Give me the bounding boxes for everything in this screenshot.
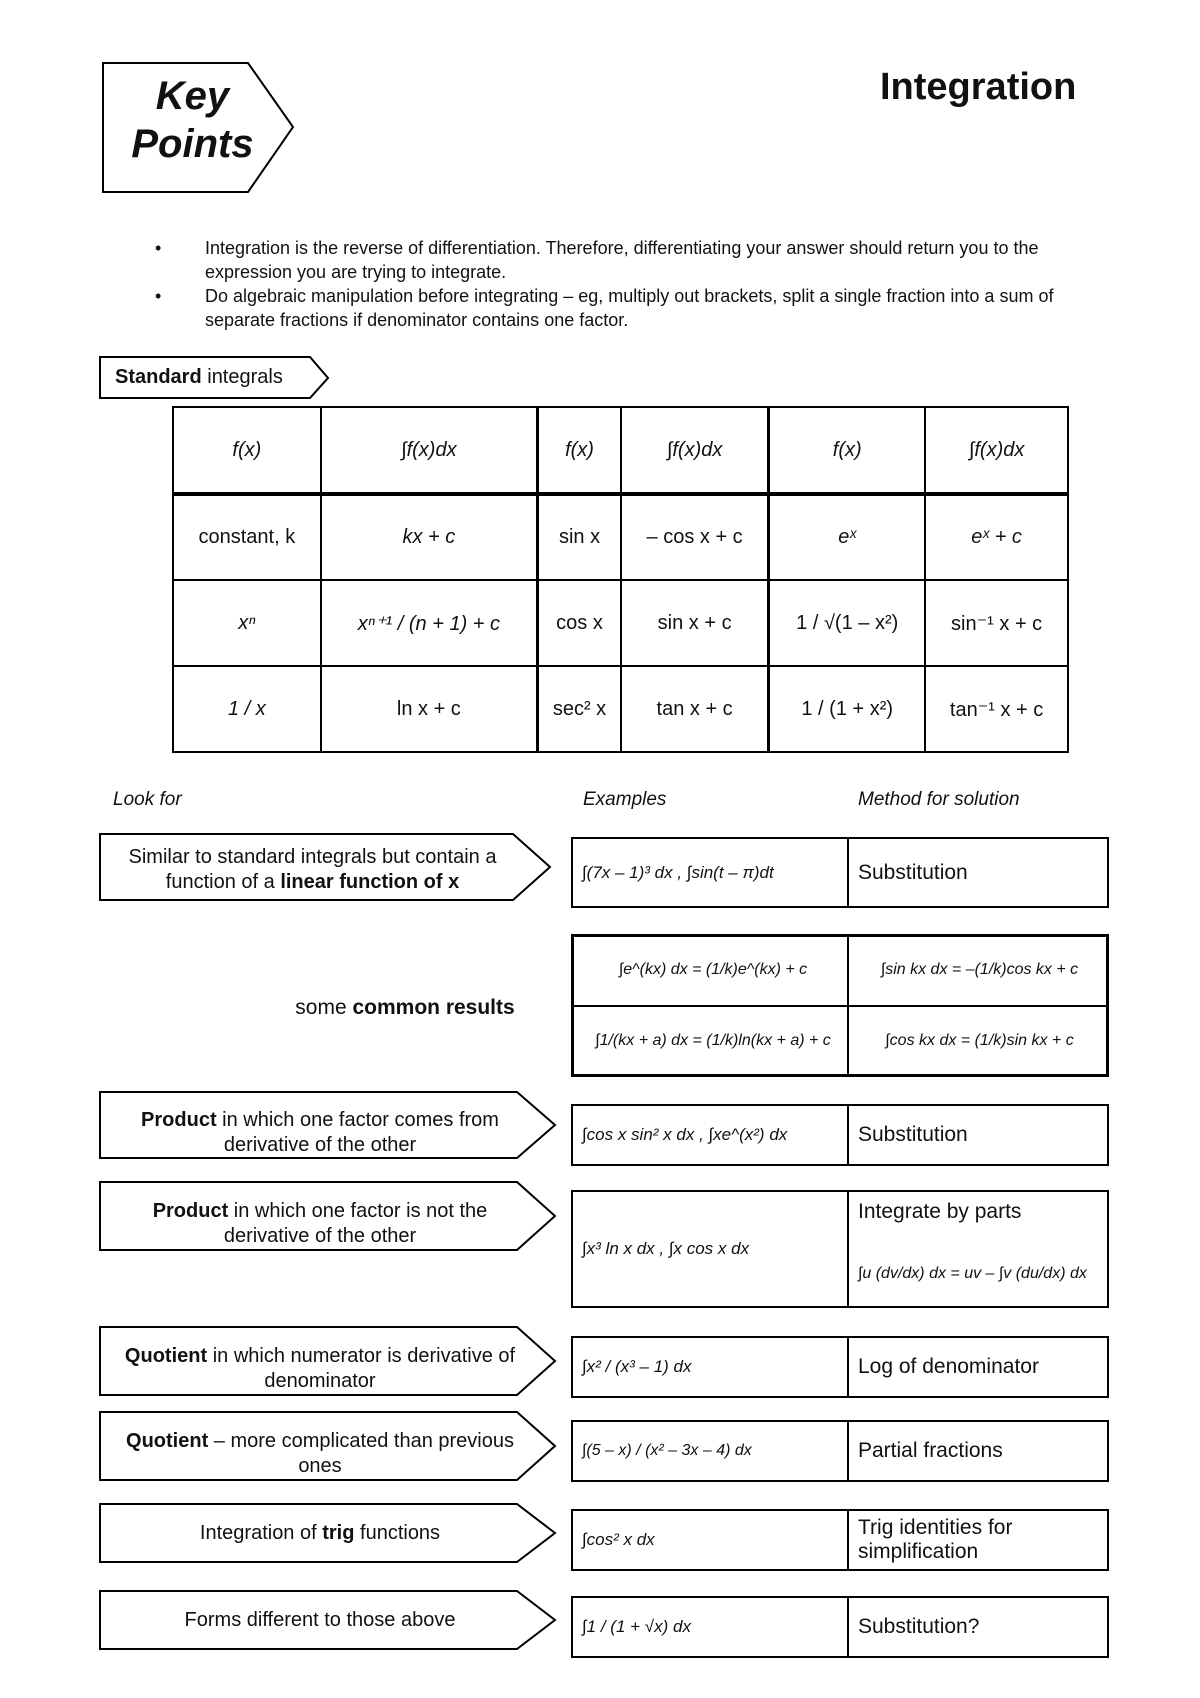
bullet-dot: •: [155, 286, 162, 306]
common-result: ∫1/(kx + a) dx = (1/k)ln(kx + a) + c: [595, 1032, 831, 1049]
table-header-cell: f(x): [537, 407, 621, 494]
table-cell: sin x + c: [621, 580, 769, 666]
row-divider: [847, 837, 849, 908]
column-header-examples: Examples: [583, 789, 667, 810]
key-points-badge: [110, 72, 275, 168]
table-header-cell: ∫f(x)dx: [621, 407, 769, 494]
example-cell: ∫cos x sin² x dx , ∫xe^(x²) dx: [582, 1125, 788, 1144]
key-points-line1: Key: [155, 74, 230, 118]
table-cell: – cos x + c: [621, 494, 769, 580]
standard-integrals-table: [172, 406, 1069, 753]
look-for-product-parts: Product in which one factor is not the derivative of the other: [152, 1200, 488, 1247]
look-for-other-forms: Forms different to those above: [184, 1609, 456, 1631]
table-row: [173, 666, 1068, 752]
common-result: ∫sin kx dx = –(1/k)cos kx + c: [880, 961, 1079, 978]
example-cell: ∫(7x – 1)³ dx , ∫sin(t – π)dt: [582, 862, 774, 882]
table-header-cell: ∫f(x)dx: [321, 407, 538, 494]
table-cell: tan⁻¹ x + c: [925, 666, 1068, 752]
method-cell: Substitution?: [858, 1615, 980, 1638]
table-cell: sin⁻¹ x + c: [925, 580, 1068, 666]
method-cell: Trig identities for simplification: [858, 1516, 1013, 1563]
table-cell: constant, k: [173, 494, 321, 580]
bullet-item: [155, 284, 1095, 332]
table-cell: xⁿ: [173, 580, 321, 666]
table-cell: ln x + c: [321, 666, 538, 752]
table-cell: 1 / (1 + x²): [769, 666, 926, 752]
look-for-trig: Integration of trig functions: [199, 1522, 441, 1544]
example-cell: ∫cos² x dx: [582, 1530, 655, 1549]
table-cell: cos x: [537, 580, 621, 666]
look-for-common-results: some common results: [295, 996, 515, 1019]
bullet-list: [155, 236, 1095, 332]
table-cell: kx + c: [321, 494, 538, 580]
method-cell: Partial fractions: [858, 1439, 1003, 1462]
example-cell: ∫(5 – x) / (x² – 3x – 4) dx: [582, 1442, 752, 1459]
parts-formula: ∫u (dv/dx) dx = uv – ∫v (du/dx) dx: [858, 1265, 1087, 1282]
table-header-cell: ∫f(x)dx: [925, 407, 1068, 494]
row-divider: [847, 1509, 849, 1571]
common-result: ∫cos kx dx = (1/k)sin kx + c: [885, 1032, 1074, 1049]
table-header-cell: f(x): [769, 407, 926, 494]
look-for-product-derivative: Product in which one factor comes from derivative of the other: [141, 1109, 499, 1156]
table-header-cell: f(x): [173, 407, 321, 494]
table-cell: sin x: [537, 494, 621, 580]
row-divider: [847, 1190, 849, 1308]
row-divider: [847, 1420, 849, 1482]
page-title: Integration: [880, 66, 1077, 108]
method-cell: Substitution: [858, 860, 968, 884]
example-cell: ∫1 / (1 + √x) dx: [582, 1617, 691, 1636]
table-cell: xⁿ⁺¹ / (n + 1) + c: [321, 580, 538, 666]
example-cell: ∫x³ ln x dx , ∫x cos x dx: [582, 1239, 750, 1258]
row-divider: [847, 1104, 849, 1166]
table-cell: 1 / √(1 – x²): [769, 580, 926, 666]
method-cell: Integrate by parts: [858, 1200, 1022, 1223]
table-row: [173, 407, 1068, 494]
table-row: [173, 580, 1068, 666]
key-points-line2: Points: [131, 122, 254, 166]
bullet-item: [155, 236, 1095, 284]
table-cell: sec² x: [537, 666, 621, 752]
table-cell: tan x + c: [621, 666, 769, 752]
column-header-method: Method for solution: [858, 789, 1020, 810]
standard-integrals-label: Standard integrals: [115, 366, 283, 388]
bullet-text: Integration is the reverse of differentiation. Therefore, differentiating your answer should return you to the expression you are trying to integrate.: [205, 238, 1039, 282]
row-divider: [847, 1336, 849, 1398]
method-cell: Log of denominator: [858, 1355, 1039, 1378]
bullet-dot: •: [155, 238, 162, 258]
look-for-quotient-complicated: Quotient – more complicated than previous ones: [126, 1430, 514, 1477]
bullet-text: Do algebraic manipulation before integrating – eg, multiply out brackets, split a single fraction into a sum of separate fractions if denominator contains one factor.: [205, 286, 1054, 330]
example-cell: ∫x² / (x³ – 1) dx: [582, 1357, 692, 1376]
common-result: ∫e^(kx) dx = (1/k)e^(kx) + c: [618, 961, 808, 978]
column-header-look-for: Look for: [113, 789, 182, 810]
row-divider: [847, 1596, 849, 1658]
table-cell: 1 / x: [173, 666, 321, 752]
look-for-quotient-log: Quotient in which numerator is derivative of denominator: [124, 1345, 516, 1392]
table-row: [173, 494, 1068, 580]
method-cell: Substitution: [858, 1123, 968, 1146]
look-for-linear: Similar to standard integrals but contain a function of a linear function of x: [128, 846, 497, 893]
table-cell: eˣ: [769, 494, 926, 580]
table-cell: eˣ + c: [925, 494, 1068, 580]
